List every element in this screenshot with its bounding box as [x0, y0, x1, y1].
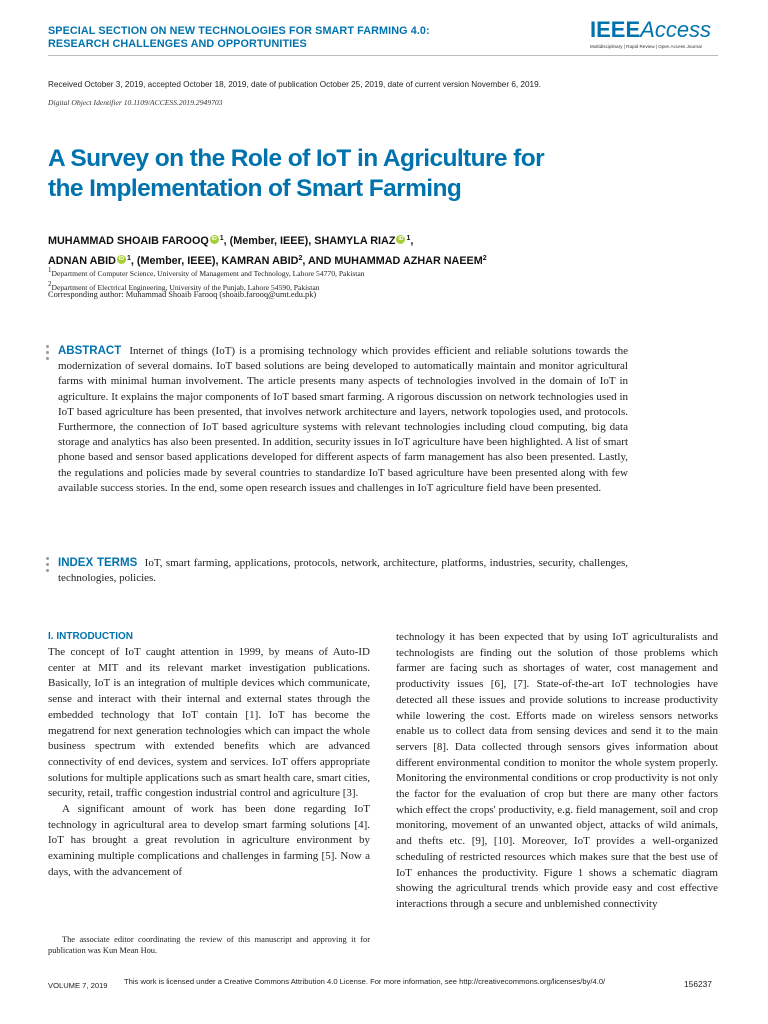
separator: , — [410, 235, 414, 247]
orcid-icon[interactable]: iD — [211, 236, 217, 242]
index-terms-label: INDEX TERMS — [58, 557, 138, 569]
abstract — [58, 344, 628, 496]
corresponding-author: Corresponding author: Muhammad Shoaib Farooq (shoaib.farooq@umt.edu.pk) — [48, 290, 317, 299]
index-terms-text: IoT, smart farming, applications, protocols, network, architecture, platforms, industries, security, challenges, technologies, policies. — [58, 557, 628, 585]
body-column-right — [396, 630, 718, 913]
affiliation-text: Department of Electrical Engineering, University of the Punjab, Lahore 54590, Pakistan — [51, 283, 320, 292]
paper-title — [48, 144, 688, 204]
author-name: ADNAN ABID — [48, 255, 116, 267]
author-name: MUHAMMAD SHOAIB FAROOQ — [48, 235, 209, 247]
header-divider — [48, 55, 718, 56]
author-name: MUHAMMAD AZHAR NAEEM — [334, 255, 483, 267]
affiliation-number: 2 — [48, 280, 52, 288]
abstract-marker-dots — [46, 345, 50, 363]
index-terms — [58, 556, 628, 586]
body-paragraph: The concept of IoT caught attention in 1999, by means of Auto-ID center at MIT and its relevant market investigation publications. Basically, IoT is an integration of multiple devices which communicate, sense and interact with their internal and external states through the embedded technology that IoT contain [1]. IoT has become the megatrend for next generation technologies which can impact the whole business spectrum with extended benefits which are advanced connectivity of end devices, system and services. IoT offers appropriate solutions for multiple applications such as smart health care, smart cities, security, retail, traffic congestion industrial control and agriculture [3]. — [48, 646, 370, 800]
author-name: SHAMYLA RIAZ — [314, 235, 396, 247]
affiliation-text: Department of Computer Science, University of Management and Technology, Lahore 54770, Pakistan — [51, 269, 365, 278]
author-list — [48, 230, 728, 270]
affiliation-marker: 1 — [219, 235, 224, 242]
member-note: , (Member, IEEE), — [130, 255, 222, 267]
footer-license: This work is licensed under a Creative Commons Attribution 4.0 License. For more information, see http://creativecommons.org/licenses/by/4.0/ — [124, 977, 606, 986]
affiliation-marker: 1 — [406, 235, 411, 242]
title-line-1: A Survey on the Role of IoT in Agriculture for — [48, 145, 545, 172]
affiliation-1 — [48, 265, 728, 279]
member-note: , (Member, IEEE), — [223, 235, 315, 247]
body-column-left — [48, 630, 370, 881]
author-name: KAMRAN ABID — [221, 255, 299, 267]
section-heading-introduction: I. INTRODUCTION — [48, 631, 133, 642]
logo-tagline: Multidisciplinary | Rapid Review | Open Access Journal — [590, 44, 702, 49]
logo-italic-text: Access — [640, 17, 712, 42]
title-line-2: the Implementation of Smart Farming — [48, 175, 462, 202]
abstract-text: Internet of things (IoT) is a promising technology which provides efficient and reliable solutions towards the modernization of several domains. IoT based solutions are being developed to automatically maintain and monitor agricultural farms with minimal human involvement. The article presents many aspects of technologies involved in the domain of IoT in agriculture. It explains the major components of IoT based smart farming. A rigorous discussion on network technologies used in IoT based agriculture has been presented, that involves network architecture and layers, network topologies used, and protocols. Furthermore, the connection of IoT based agriculture systems with relevant technologies including cloud computing, big data storage and analytics has also been presented. In addition, security issues in IoT agriculture have been highlighted. A list of smart phone based and sensor based applications developed for different aspects of farm management has also been presented. Lastly, the regulations and policies made by several countries to standardize IoT based agriculture have been presented along with few available success stories. In the end, some open research issues and challenges in IoT agriculture field have been presented. — [58, 345, 628, 494]
editor-footnote: The associate editor coordinating the review of this manuscript and approving it for publication was Kun Mean Hou. — [48, 935, 370, 955]
affiliation-number: 1 — [48, 266, 52, 274]
logo-bold-text: IEEE — [590, 17, 641, 42]
orcid-icon[interactable]: iD — [398, 236, 404, 242]
section-title-line-2: RESEARCH CHALLENGES AND OPPORTUNITIES — [48, 38, 307, 50]
received-dates: Received October 3, 2019, accepted October 18, 2019, date of publication October 25, 2019, date of current version November 6, 2019. — [48, 80, 541, 89]
body-paragraph: A significant amount of work has been done regarding IoT technology in agricultural area to develop smart farming solutions [4]. IoT has brought a great revolution in agriculture environment by examining multiple complications and challenges in farming [5]. Now a days, with the advancement of — [48, 803, 370, 878]
affiliation-marker: 2 — [482, 255, 487, 262]
section-title-line-1: SPECIAL SECTION ON NEW TECHNOLOGIES FOR SMART FARMING 4.0: — [48, 25, 430, 37]
affiliation-marker: 2 — [298, 255, 303, 262]
author-line-1 — [48, 230, 728, 250]
affiliations — [48, 265, 728, 293]
abstract-label: ABSTRACT — [58, 345, 122, 357]
body-paragraph: technology it has been expected that by using IoT agriculturalists and technologists are finding out the solution of those problems which farmer are facing such as shortages of water, cost management and productivity issues [6], [7]. State-of-the-art IoT technologies have detected all these issues and provide solutions to increase productivity while lowering the cost. Efforts made on wireless sensors networks enable us to collect data from sensing devices and send it to the main servers [8]. Data collected through sensors gives information about different environmental condition to monitor the whole system properly. Monitoring the environmental conditions or crop productivity is not only the factor for the evaluation of crop but there are many other factors which effect the crops' productivity, e.g. field management, soil and crop monitoring, movement of an unwanted object, attacks of wild animals, and thefts etc. [9], [10]. Moreover, IoT provides a well-organized scheduling of restricted resources which makes sure that the best use of IoT enhances the productivity. Figure 1 shows a schematic diagram showing the agricultural trends which provide easy and cost effective interactions through a secure and unblemished connectivity — [396, 631, 718, 910]
affiliation-marker: 1 — [126, 255, 131, 262]
ieee-access-logo — [590, 18, 730, 49]
special-section-header — [48, 25, 508, 51]
orcid-icon[interactable]: iD — [118, 256, 124, 262]
page-number: 156237 — [684, 979, 712, 989]
index-terms-marker-dots — [46, 557, 50, 575]
footer-volume: VOLUME 7, 2019 — [48, 981, 108, 990]
conjunction: , AND — [302, 255, 335, 267]
doi-line: Digital Object Identifier 10.1109/ACCESS.2019.2949703 — [48, 98, 223, 107]
